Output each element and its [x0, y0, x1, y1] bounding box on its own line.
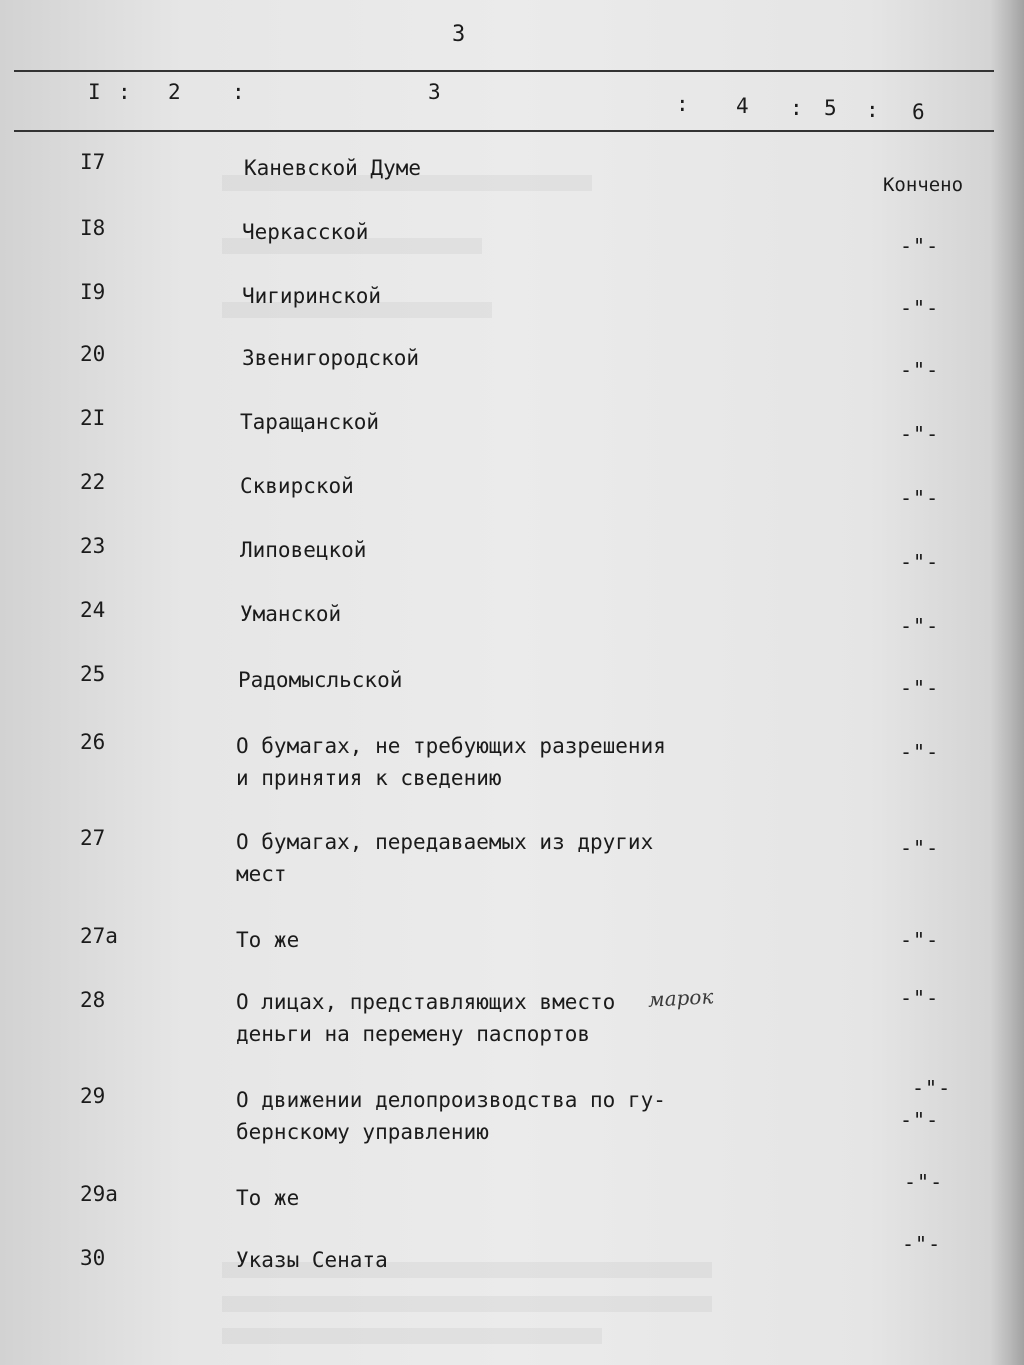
row-number: 29 [80, 1084, 106, 1108]
row-status-secondary: -"- [900, 1108, 940, 1132]
column-separator-1: : [118, 80, 131, 104]
row-status: -"- [900, 486, 940, 510]
show-through-shadow [222, 1328, 602, 1344]
column-separator-2: : [232, 80, 245, 104]
row-number: 23 [80, 534, 106, 558]
row-status: -"- [902, 1232, 942, 1256]
row-number: I7 [80, 150, 106, 174]
column-header-3: 3 [428, 80, 441, 104]
row-number: 25 [80, 662, 106, 686]
column-header-6: 6 [912, 100, 925, 124]
row-status: -"- [900, 234, 940, 258]
column-separator-4: : [790, 96, 803, 120]
row-number: 28 [80, 988, 106, 1012]
row-title: Каневской Думе [244, 156, 422, 180]
row-number: 24 [80, 598, 106, 622]
header-rule-bottom [14, 130, 994, 132]
row-status: -"- [900, 928, 940, 952]
row-number: 20 [80, 342, 106, 366]
row-title: Сквирской [240, 474, 354, 498]
row-number: 2I [80, 406, 106, 430]
column-header-4: 4 [736, 94, 749, 118]
row-number: 27а [80, 924, 118, 948]
column-separator-3: : [676, 92, 689, 116]
row-number: 22 [80, 470, 106, 494]
row-status: -"- [912, 1076, 952, 1100]
row-title: О бумагах, не требующих разрешения и принятия к сведению [236, 734, 666, 790]
row-status: -"- [900, 836, 940, 860]
row-number: I9 [80, 280, 106, 304]
row-title: О бумагах, передаваемых из других мест [236, 830, 654, 886]
row-status: -"- [900, 358, 940, 382]
header-rule-top [14, 70, 994, 72]
row-title: Уманской [240, 602, 342, 626]
row-title: О движении делопроизводства по гу- бернскому управлению [236, 1088, 666, 1144]
row-status: -"- [900, 986, 940, 1010]
page-edge-shadow [990, 0, 1024, 1365]
row-status: Кончено [882, 174, 964, 196]
row-status: -"- [900, 676, 940, 700]
column-separator-5: : [866, 98, 879, 122]
handwritten-note: марок [647, 984, 714, 1012]
row-number: I8 [80, 216, 106, 240]
row-status: -"- [900, 740, 940, 764]
row-title: О лицах, представляющих вместо деньги на перемену паспортов [236, 990, 616, 1046]
column-header-5: 5 [824, 96, 837, 120]
row-number: 30 [80, 1246, 106, 1270]
row-title: Указы Сената [236, 1248, 388, 1272]
row-title: Чигиринской [242, 284, 382, 308]
row-status: -"- [900, 614, 940, 638]
column-header-1: I [88, 80, 101, 104]
row-title: Радомысльской [238, 668, 403, 692]
row-number: 29а [80, 1182, 118, 1206]
row-title: То же [236, 1186, 300, 1210]
row-title: Черкасской [242, 220, 369, 244]
row-title: Таращанской [240, 410, 380, 434]
page-number: 3 [452, 22, 466, 47]
show-through-shadow [222, 1296, 712, 1312]
row-title: Звенигородской [242, 346, 420, 370]
row-status: -"- [900, 296, 940, 320]
row-title: Липовецкой [240, 538, 367, 562]
column-header-2: 2 [168, 80, 181, 104]
row-status: -"- [900, 550, 940, 574]
row-number: 26 [80, 730, 106, 754]
row-status: -"- [900, 422, 940, 446]
row-number: 27 [80, 826, 106, 850]
row-status: -"- [904, 1170, 944, 1194]
row-title: То же [236, 928, 300, 952]
